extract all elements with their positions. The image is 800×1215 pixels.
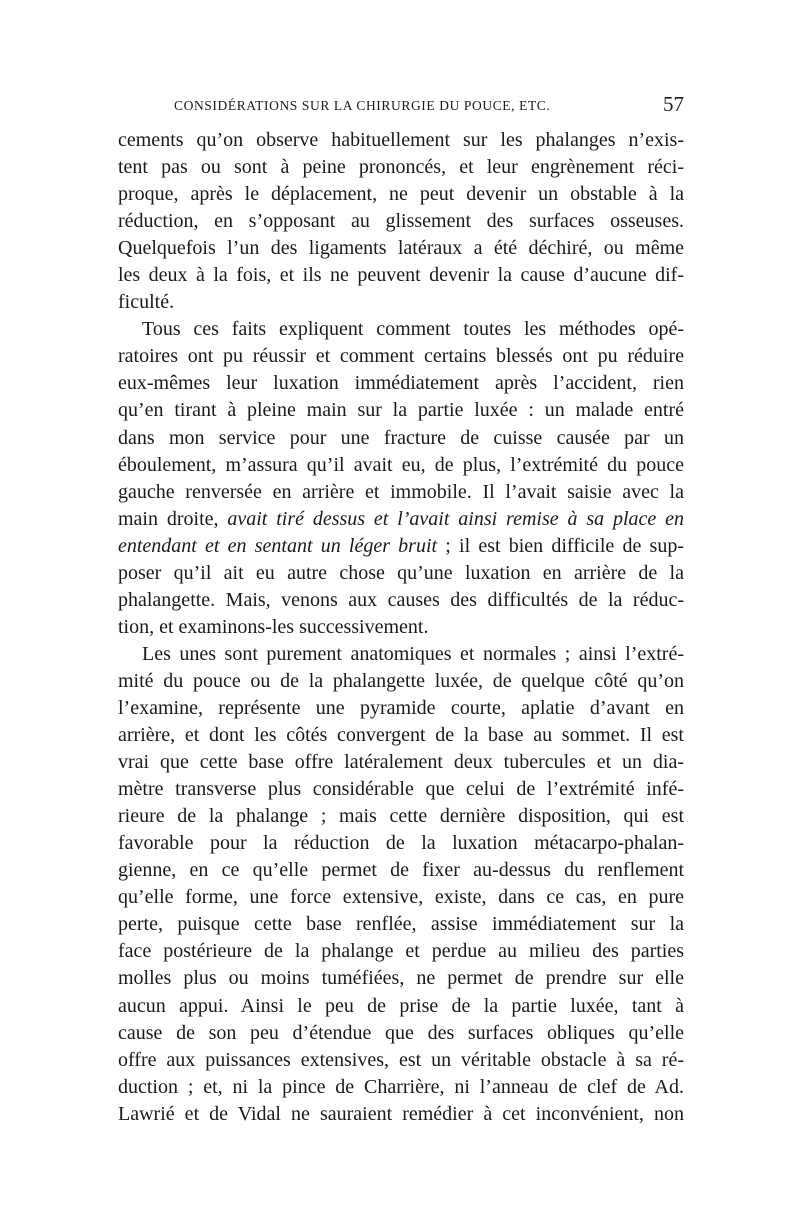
text-segment: arrière, et dont les côtés convergent de la base au sommet. Il est (118, 724, 684, 747)
text-line (118, 289, 684, 316)
text-segment: duction ; et, ni la pince de Charrière, ni l’anneau de clef de Ad. (118, 1075, 684, 1098)
text-line (118, 397, 684, 424)
text-line (118, 938, 684, 965)
text-line (118, 425, 684, 452)
text-segment: ; il est bien difficile de sup- (437, 534, 684, 557)
text-line (118, 316, 684, 343)
text-line (118, 452, 684, 479)
text-segment: gauche renversée en arrière et immobile. Il l’avait saisie avec la (118, 480, 684, 503)
text-segment: Quelquefois l’un des ligaments latéraux a été déchiré, ou même (118, 237, 684, 260)
text-line (118, 479, 684, 506)
text-line (118, 533, 684, 560)
text-line (118, 370, 684, 397)
text-segment: cements qu’on observe habituellement sur les phalanges n’exis- (118, 129, 684, 151)
text-segment: tion, et examinons-les successivement. (118, 615, 429, 638)
text-segment: phalangette. Mais, venons aux causes des difficultés de la réduc- (118, 588, 684, 611)
text-line (118, 749, 684, 776)
text-line (118, 208, 684, 235)
page-number: 57 (663, 92, 684, 116)
text-segment: les deux à la fois, et ils ne peuvent devenir la cause d’aucune dif- (118, 264, 684, 287)
text-line (118, 722, 684, 749)
text-line (118, 695, 684, 722)
text-segment: ratoires ont pu réussir et comment certains blessés ont pu réduire (118, 345, 684, 368)
text-segment: qu’en tirant à pleine main sur la partie luxée : un malade entré (118, 399, 684, 422)
text-line (118, 1020, 684, 1047)
text-segment: mité du pouce ou de la phalangette luxée, de quelque côté qu’on (118, 669, 684, 692)
text-line (118, 587, 684, 614)
text-line (118, 1047, 684, 1074)
text-segment: qu’elle forme, une force extensive, existe, dans ce cas, en pure (118, 886, 684, 909)
text-line (118, 262, 684, 289)
text-segment: Tous ces faits expliquent comment toutes les méthodes opé- (142, 318, 684, 341)
text-line (118, 343, 684, 370)
text-line (118, 884, 684, 911)
text-segment: aucun appui. Ainsi le peu de prise de la partie luxée, tant à (118, 994, 684, 1017)
running-head: CONSIDÉRATIONS SUR LA CHIRURGIE DU POUCE, ETC. (174, 98, 551, 113)
page-header (174, 92, 684, 122)
text-line (118, 857, 684, 884)
text-segment: gienne, en ce qu’elle permet de fixer au-dessus du renflement (118, 859, 684, 882)
text-line (118, 776, 684, 803)
text-segment: perte, puisque cette base renflée, assise immédiatement sur la (118, 913, 684, 936)
text-line (118, 1101, 684, 1128)
text-line (118, 506, 684, 533)
text-segment: eux-mêmes leur luxation immédiatement après l’accident, rien (118, 372, 684, 395)
text-segment: face postérieure de la phalange et perdue au milieu des parties (118, 940, 684, 963)
text-segment: tent pas ou sont à peine prononcés, et leur engrènement réci- (118, 156, 684, 179)
text-segment: réduction, en s’opposant au glissement des surfaces osseuses. (118, 210, 684, 233)
text-segment: proque, après le déplacement, ne peut devenir un obstable à la (118, 183, 684, 206)
text-line (118, 668, 684, 695)
text-line (118, 965, 684, 992)
text-segment: main droite, (118, 507, 228, 530)
text-segment: éboulement, m’assura qu’il avait eu, de plus, l’extrémité du pouce (118, 453, 684, 476)
text-segment: cause de son peu d’étendue que des surfaces obliques qu’elle (118, 1021, 684, 1044)
text-line (118, 181, 684, 208)
text-segment: ficulté. (118, 291, 175, 314)
text-line (118, 560, 684, 587)
text-segment: molles plus ou moins tuméfiées, ne permet de prendre sur elle (118, 967, 684, 990)
text-segment: dans mon service pour une fracture de cuisse causée par un (118, 426, 684, 449)
italic-segment: entendant et en sentant un léger bruit (118, 534, 438, 557)
text-segment: rieure de la phalange ; mais cette dernière disposition, qui est (118, 805, 684, 828)
text-segment: l’examine, représente une pyramide courte, aplatie d’avant en (118, 696, 684, 719)
text-line (118, 830, 684, 857)
text-segment: vrai que cette base offre latéralement deux tubercules et un dia- (118, 751, 684, 774)
text-segment: Lawrié et de Vidal ne sauraient remédier à cet inconvénient, non (118, 1102, 684, 1125)
italic-segment: avait tiré dessus et l’avait ainsi remise à sa place en (227, 507, 685, 530)
text-line (118, 614, 684, 641)
text-segment: favorable pour la réduction de la luxation métacarpo-phalan- (118, 832, 684, 855)
text-segment: offre aux puissances extensives, est un véritable obstacle à sa ré- (118, 1048, 684, 1071)
text-line (118, 154, 684, 181)
text-segment: mètre transverse plus considérable que celui de l’extrémité infé- (118, 778, 684, 801)
body-text (118, 127, 684, 1128)
text-line (118, 235, 684, 262)
text-line (118, 803, 684, 830)
text-segment: Les unes sont purement anatomiques et normales ; ainsi l’extré- (142, 642, 684, 665)
text-line (118, 993, 684, 1020)
text-line (118, 911, 684, 938)
text-segment: poser qu’il ait eu autre chose qu’une luxation en arrière de la (118, 561, 684, 584)
text-line (118, 641, 684, 668)
text-line (118, 1074, 684, 1101)
text-line (118, 127, 684, 154)
